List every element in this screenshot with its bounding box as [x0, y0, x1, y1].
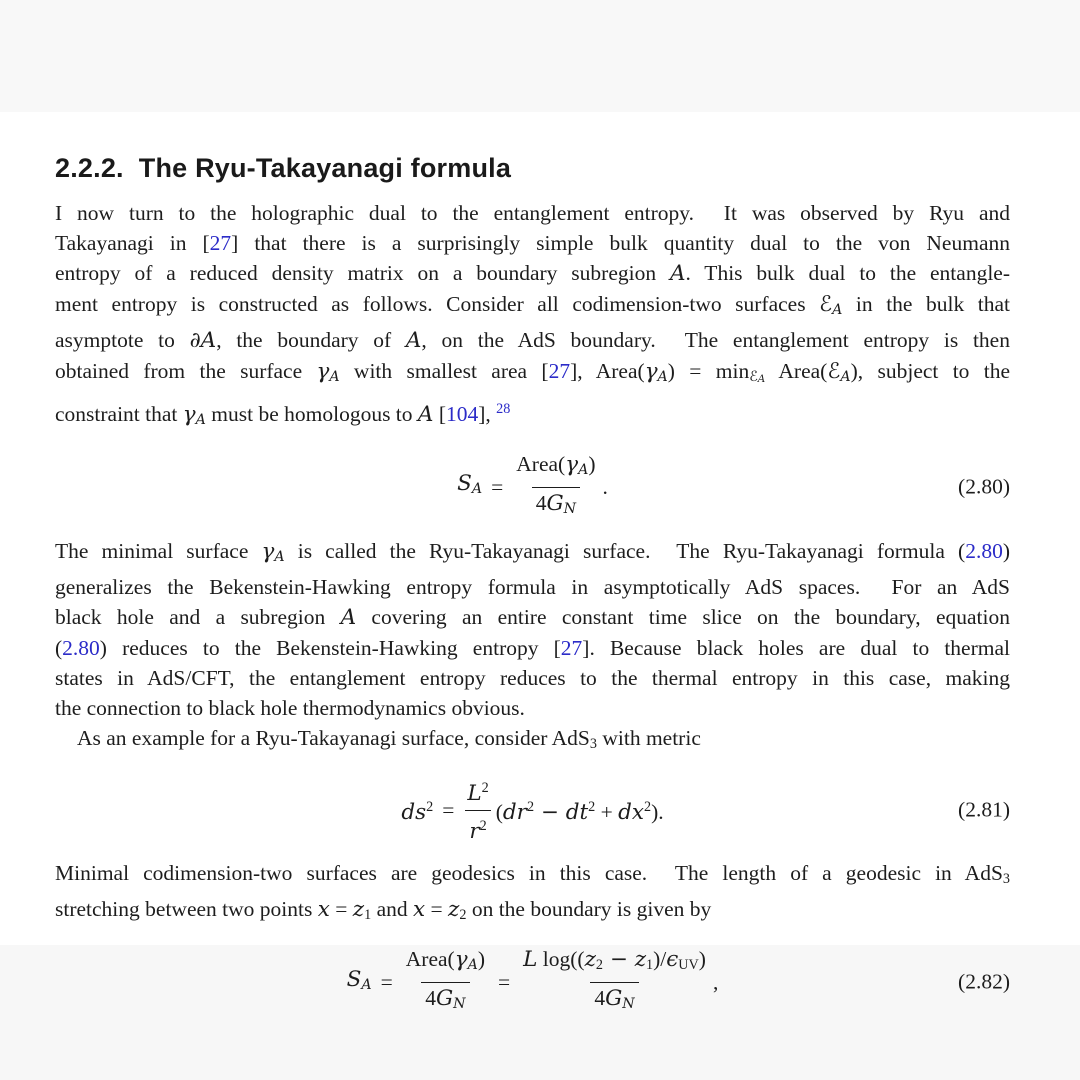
equals-sign: =	[442, 797, 455, 822]
text-segment: ℰ	[749, 369, 758, 386]
text-segment: A	[578, 462, 589, 479]
text-segment: ℰ	[827, 359, 841, 385]
text-line	[55, 289, 1010, 325]
fraction-denominator	[465, 810, 490, 845]
equation-number: (2.82)	[958, 969, 1010, 994]
text-segment: A	[471, 481, 483, 498]
text-segment: is called the Ryu-Takayanagi surface. The Ryu-Takayanagi formula (	[284, 539, 966, 564]
citation-link[interactable]: 2.80	[62, 636, 100, 661]
text-segment: A	[467, 957, 478, 974]
section-title: The Ryu-Takayanagi formula	[138, 153, 512, 183]
text-segment: 4	[425, 986, 436, 1011]
text-segment: A	[657, 369, 668, 386]
text-segment: in the bulk that	[842, 292, 1010, 316]
paper-page	[0, 112, 1080, 1013]
text-segment: ) = min	[667, 359, 750, 384]
text-segment: G	[435, 986, 454, 1012]
equals-sign: =	[497, 969, 511, 994]
text-segment: Minimal codimension-two surfaces are geodesics in this case. The length of a geodesic in AdS	[55, 860, 1003, 885]
text-segment: covering an entire constant time slice on the boundary, equation	[356, 605, 1010, 630]
text-segment: asymptote to	[55, 328, 190, 353]
text-segment: ℰ	[819, 292, 833, 317]
text-segment: Takayanagi in [	[55, 231, 210, 255]
text-segment: The minimal surface	[55, 539, 262, 564]
paragraph-1	[55, 198, 1010, 435]
text-segment: A	[832, 302, 843, 319]
text-segment: )	[477, 947, 485, 972]
text-segment: ϵ	[666, 947, 679, 973]
section-number: 2.2.2.	[55, 153, 124, 183]
text-segment: z	[448, 897, 460, 923]
text-segment: A	[195, 411, 206, 428]
text-segment: 3	[1002, 871, 1010, 888]
text-segment: γ	[565, 451, 579, 477]
text-segment: ], Area(	[570, 359, 645, 384]
text-line	[55, 858, 1010, 894]
text-segment: A	[274, 549, 285, 566]
text-segment: z	[584, 947, 596, 973]
fraction	[402, 946, 489, 1018]
text-segment: A	[669, 261, 686, 286]
citation-link[interactable]: 27	[548, 359, 571, 384]
text-segment: 4	[535, 491, 547, 516]
citation-link[interactable]: 27	[560, 636, 583, 661]
text-segment: 1	[646, 957, 654, 974]
text-segment: =	[329, 897, 353, 922]
text-segment: dr	[502, 800, 527, 826]
fraction-numerator	[512, 451, 599, 487]
text-segment: Area(	[516, 451, 566, 476]
text-line	[55, 572, 1010, 602]
fraction-denominator	[421, 982, 469, 1018]
citation-link[interactable]: 2.80	[965, 539, 1003, 564]
fraction-numerator	[519, 946, 710, 982]
equation-2-80	[55, 451, 1010, 523]
text-segment: −	[603, 947, 635, 973]
fraction	[463, 775, 492, 845]
text-segment: 2	[481, 780, 489, 797]
text-segment: ds	[401, 800, 427, 826]
text-segment: S	[457, 471, 472, 497]
text-line	[55, 258, 1010, 289]
text-segment: 2	[644, 799, 652, 816]
text-segment: A	[329, 369, 340, 386]
equation-2-82	[55, 946, 1010, 1018]
text-segment: ) reduces to the Bekenstein-Hawking entropy [	[99, 636, 561, 661]
text-line	[55, 198, 1010, 228]
text-segment: dx	[618, 800, 645, 826]
text-segment: z	[352, 897, 365, 923]
text-segment: 2	[426, 799, 434, 816]
text-segment: ]. Because black holes are dual to thermal	[582, 636, 1010, 661]
section-heading	[55, 152, 1010, 185]
text-segment: with smallest area [	[339, 359, 549, 384]
text-segment: Area(	[765, 359, 828, 384]
text-segment: 4	[594, 986, 606, 1011]
equation-punctuation	[713, 969, 718, 996]
text-line	[55, 228, 1010, 258]
text-segment: ,	[712, 969, 719, 994]
text-segment: generalizes the Bekenstein-Hawking entropy formula in asymptotically AdS spaces. For an AdS	[55, 575, 1010, 600]
citation-link[interactable]: 104	[446, 401, 479, 426]
equation-rhs	[496, 794, 664, 826]
text-segment: ).	[651, 800, 664, 825]
text-segment: [	[433, 401, 446, 426]
equation-number: (2.80)	[958, 474, 1010, 499]
text-line	[55, 894, 1010, 930]
text-segment: A	[757, 373, 766, 386]
text-segment: S	[346, 966, 362, 992]
text-segment: 2	[479, 818, 487, 835]
text-line	[55, 536, 1010, 572]
text-segment: )	[588, 451, 596, 476]
text-segment: A	[417, 401, 434, 427]
text-segment: G	[605, 986, 623, 1012]
top-letterbox-band	[0, 0, 1080, 112]
equation-lhs	[347, 966, 372, 999]
text-segment: 2	[595, 957, 603, 974]
text-segment: , the boundary of	[216, 328, 406, 353]
citation-link[interactable]: 27	[209, 231, 232, 255]
text-segment: ∂A	[189, 328, 217, 354]
text-segment: γ	[261, 539, 275, 565]
text-segment: N	[453, 996, 466, 1013]
fraction	[512, 451, 599, 523]
text-segment: black hole and a subregion	[55, 605, 341, 630]
text-segment: ],	[478, 401, 497, 426]
text-segment: 2	[459, 907, 467, 924]
text-segment: entropy of a reduced density matrix on a boundary subregion	[55, 261, 670, 285]
text-segment: N	[563, 501, 577, 518]
text-segment: with metric	[596, 726, 701, 751]
text-segment: obtained from the surface	[55, 359, 317, 384]
text-segment: (	[495, 800, 503, 825]
text-segment: L	[523, 947, 538, 973]
paragraph-3	[55, 858, 1010, 930]
text-line	[55, 633, 1010, 663]
fraction-numerator	[402, 946, 489, 982]
text-segment: γ	[316, 359, 330, 385]
text-line	[55, 693, 1010, 723]
text-segment: log((	[537, 947, 585, 972]
text-segment: UV	[678, 957, 699, 974]
equals-sign: =	[491, 474, 504, 499]
text-segment: and	[371, 897, 413, 922]
text-segment: ), subject to the	[850, 359, 1011, 384]
equals-sign: =	[380, 969, 393, 994]
text-segment: L	[467, 781, 482, 807]
text-segment: , on the AdS boundary. The entanglement entropy is then	[421, 328, 1010, 353]
fraction-denominator	[532, 487, 580, 523]
text-segment: As an example for a Ryu-Takayanagi surface, consider AdS	[77, 726, 590, 751]
text-segment: 2	[526, 799, 535, 816]
equation-lhs	[457, 470, 482, 503]
text-segment: stretching between two points	[55, 897, 318, 922]
text-segment: 3	[589, 736, 597, 753]
text-segment: dt	[565, 800, 589, 826]
text-segment: γ	[182, 401, 196, 427]
text-segment: the connection to black hole thermodynamics obvious.	[55, 696, 525, 721]
citation-link[interactable]: 28	[496, 401, 511, 418]
text-line	[55, 394, 1010, 435]
text-segment: G	[546, 491, 564, 517]
text-line	[55, 723, 1010, 759]
text-line	[55, 663, 1010, 693]
text-segment: A	[405, 328, 422, 354]
fraction	[519, 946, 710, 1018]
text-segment: )/	[653, 947, 667, 972]
text-segment: constraint that	[55, 401, 183, 426]
text-segment: Area(	[405, 947, 455, 972]
text-segment: r	[469, 818, 480, 844]
text-segment: z	[634, 947, 647, 973]
text-segment: x	[317, 897, 330, 923]
equation-2-81	[55, 775, 1010, 845]
text-segment: on the boundary is given by	[466, 897, 712, 922]
text-line	[55, 356, 1010, 394]
text-segment: x	[412, 897, 426, 923]
text-segment: (	[55, 636, 63, 661]
text-segment: 2	[588, 799, 596, 816]
text-segment: γ	[454, 947, 468, 973]
text-segment: I now turn to the holographic dual to the entanglement entropy. It was observed by Ryu and	[55, 201, 1010, 225]
text-segment: ment entropy is constructed as follows. Consider all codimension-two surfaces	[55, 292, 820, 316]
fraction-denominator	[590, 982, 638, 1018]
text-segment: N	[622, 996, 635, 1013]
text-segment: .	[602, 474, 608, 499]
fraction-numerator	[463, 775, 492, 810]
text-segment: states in AdS/CFT, the entanglement entropy reduces to the thermal entropy in this case, making	[55, 666, 1010, 691]
paragraph-2	[55, 536, 1010, 759]
text-segment: −	[534, 800, 566, 826]
text-segment: 1	[364, 907, 372, 924]
text-segment: +	[595, 800, 619, 825]
text-segment: A	[340, 605, 357, 631]
text-segment: γ	[644, 359, 658, 385]
equation-punctuation	[602, 474, 607, 501]
text-segment: must be homologous to	[205, 401, 418, 426]
text-segment: . This bulk dual to the entangle-	[685, 261, 1010, 285]
text-segment: A	[840, 369, 851, 386]
text-segment: )	[698, 947, 706, 972]
equation-number: (2.81)	[958, 797, 1010, 822]
text-segment: )	[1002, 539, 1010, 564]
text-segment: A	[361, 976, 372, 993]
text-segment: =	[425, 897, 449, 922]
text-line	[55, 602, 1010, 633]
text-line	[55, 325, 1010, 356]
equation-lhs	[401, 794, 433, 826]
text-segment: ] that there is a surprisingly simple bulk quantity dual to the von Neumann	[231, 231, 1010, 255]
